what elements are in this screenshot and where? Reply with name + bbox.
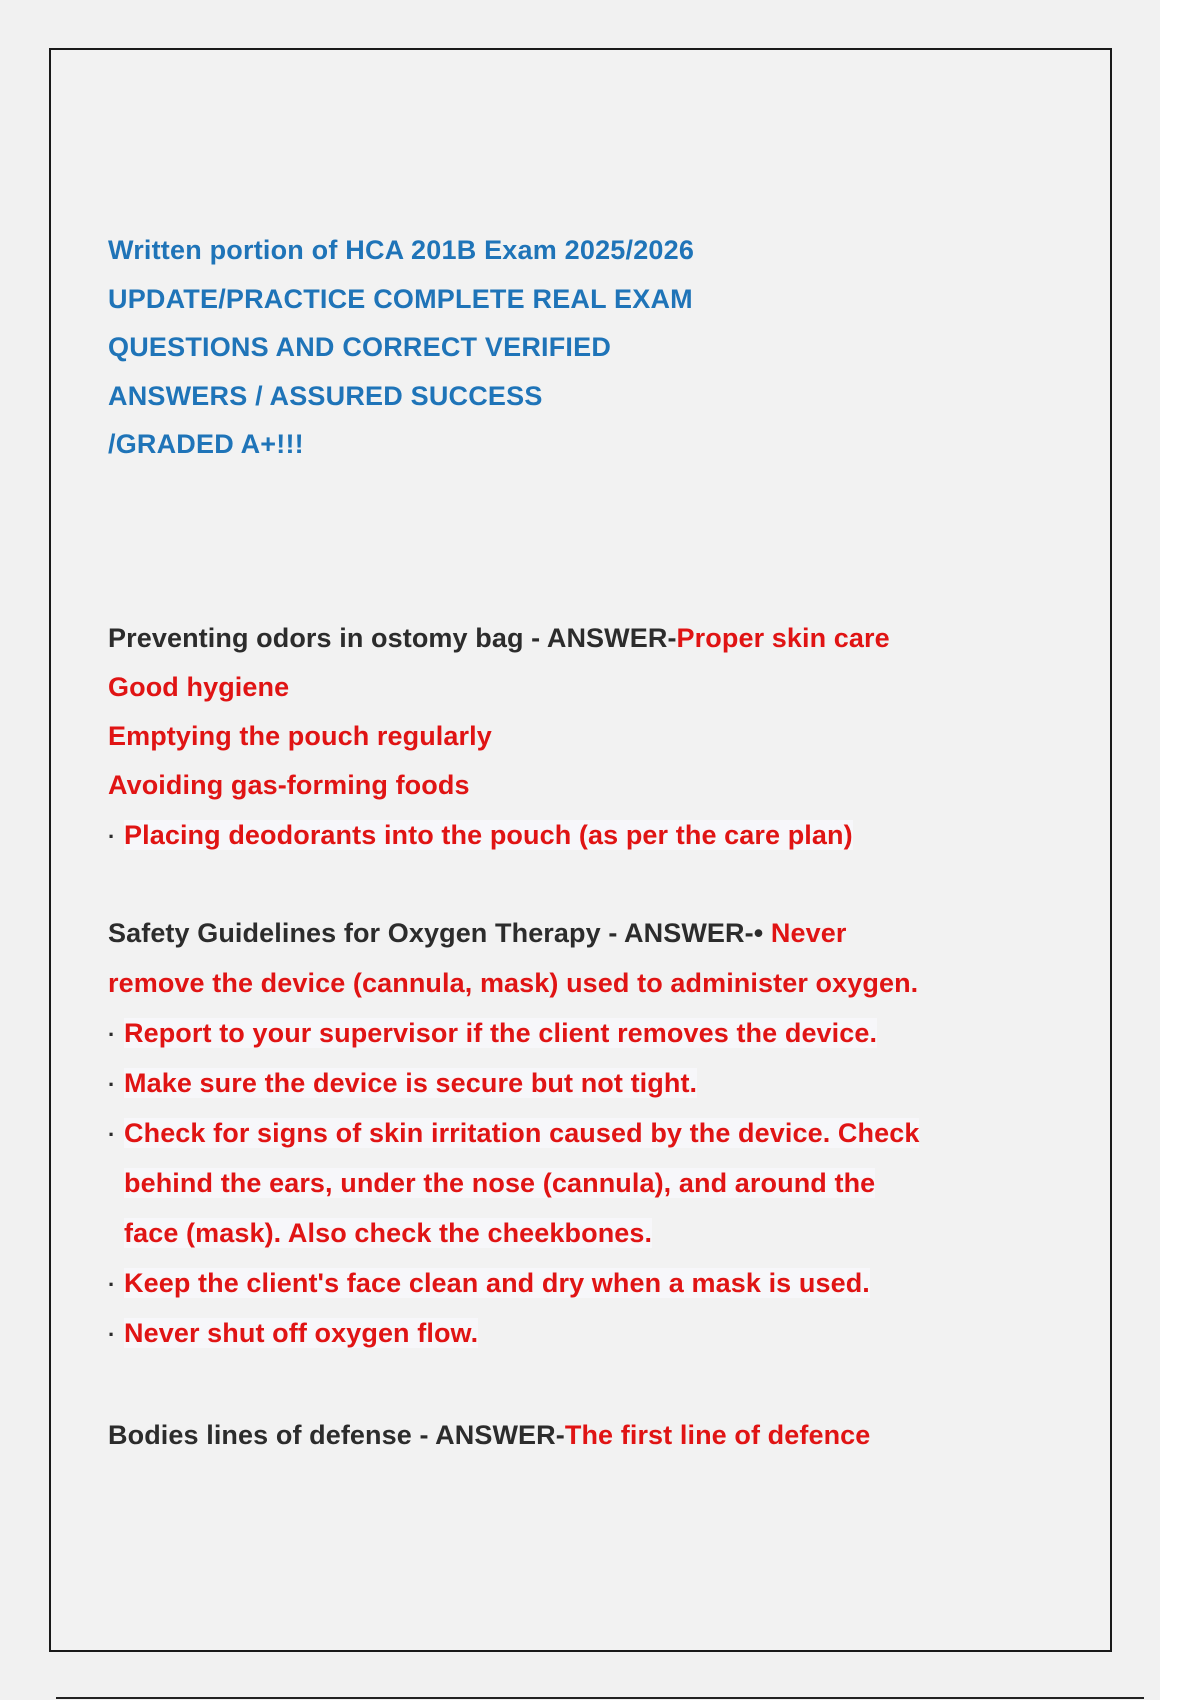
answer-bullet-continuation: face (mask). Also check the cheekbones. <box>124 1218 653 1248</box>
bullet-icon: · <box>108 824 116 849</box>
answer-line: Good hygiene <box>108 672 290 702</box>
question-text: Preventing odors in ostomy bag - ANSWER- <box>108 623 677 653</box>
answer-text: Never <box>770 918 847 948</box>
next-page-edge <box>56 1697 1144 1699</box>
answer-line: remove the device (cannula, mask) used to administer oxygen. <box>108 968 919 998</box>
qa-question-line <box>108 1411 1008 1460</box>
answer-text: Proper skin care <box>676 623 890 653</box>
bullet-icon: · <box>108 1072 116 1097</box>
qa-block-defense <box>108 1411 1008 1460</box>
answer-bullet: · Make sure the device is secure but not tight. <box>108 1058 1008 1108</box>
title-line: ANSWERS / ASSURED SUCCESS <box>108 380 543 411</box>
question-text: Safety Guidelines for Oxygen Therapy - ANSWER- <box>108 918 754 948</box>
document-title <box>108 226 808 469</box>
viewer-gutter <box>1160 0 1200 1700</box>
answer-bullet: · Keep the client's face clean and dry when a mask is used. <box>108 1258 1008 1308</box>
answer-text: The first line of defence <box>564 1420 871 1450</box>
answer-bullet-continuation: behind the ears, under the nose (cannula), and around the <box>124 1168 876 1198</box>
bullet-icon: · <box>108 1322 116 1347</box>
answer-line: Emptying the pouch regularly <box>108 721 492 751</box>
qa-block-ostomy <box>108 614 1008 860</box>
title-line: Written portion of HCA 201B Exam 2025/2026 <box>108 235 695 265</box>
question-text: Bodies lines of defense - ANSWER- <box>108 1420 565 1450</box>
bullet-icon: · <box>108 1122 116 1147</box>
title-line: UPDATE/PRACTICE COMPLETE REAL EXAM <box>108 283 693 314</box>
qa-question-line <box>108 909 1008 958</box>
answer-line: Avoiding gas-forming foods <box>108 770 470 800</box>
answer-bullet: · Check for signs of skin irritation caused by the device. Check <box>108 1108 1008 1158</box>
bullet-char: • <box>753 918 764 948</box>
bullet-icon: · <box>108 1022 116 1047</box>
qa-block-oxygen <box>108 909 1008 1358</box>
title-line: QUESTIONS AND CORRECT VERIFIED <box>108 332 612 362</box>
answer-bullet: · Never shut off oxygen flow. <box>108 1308 1008 1358</box>
qa-question-line <box>108 614 1008 663</box>
answer-bullet: · Placing deodorants into the pouch (as per the care plan) <box>108 810 1008 860</box>
title-line: /GRADED A+!!! <box>108 429 304 459</box>
answer-bullet: · Report to your supervisor if the client removes the device. <box>108 1008 1008 1058</box>
bullet-icon: · <box>108 1272 116 1297</box>
